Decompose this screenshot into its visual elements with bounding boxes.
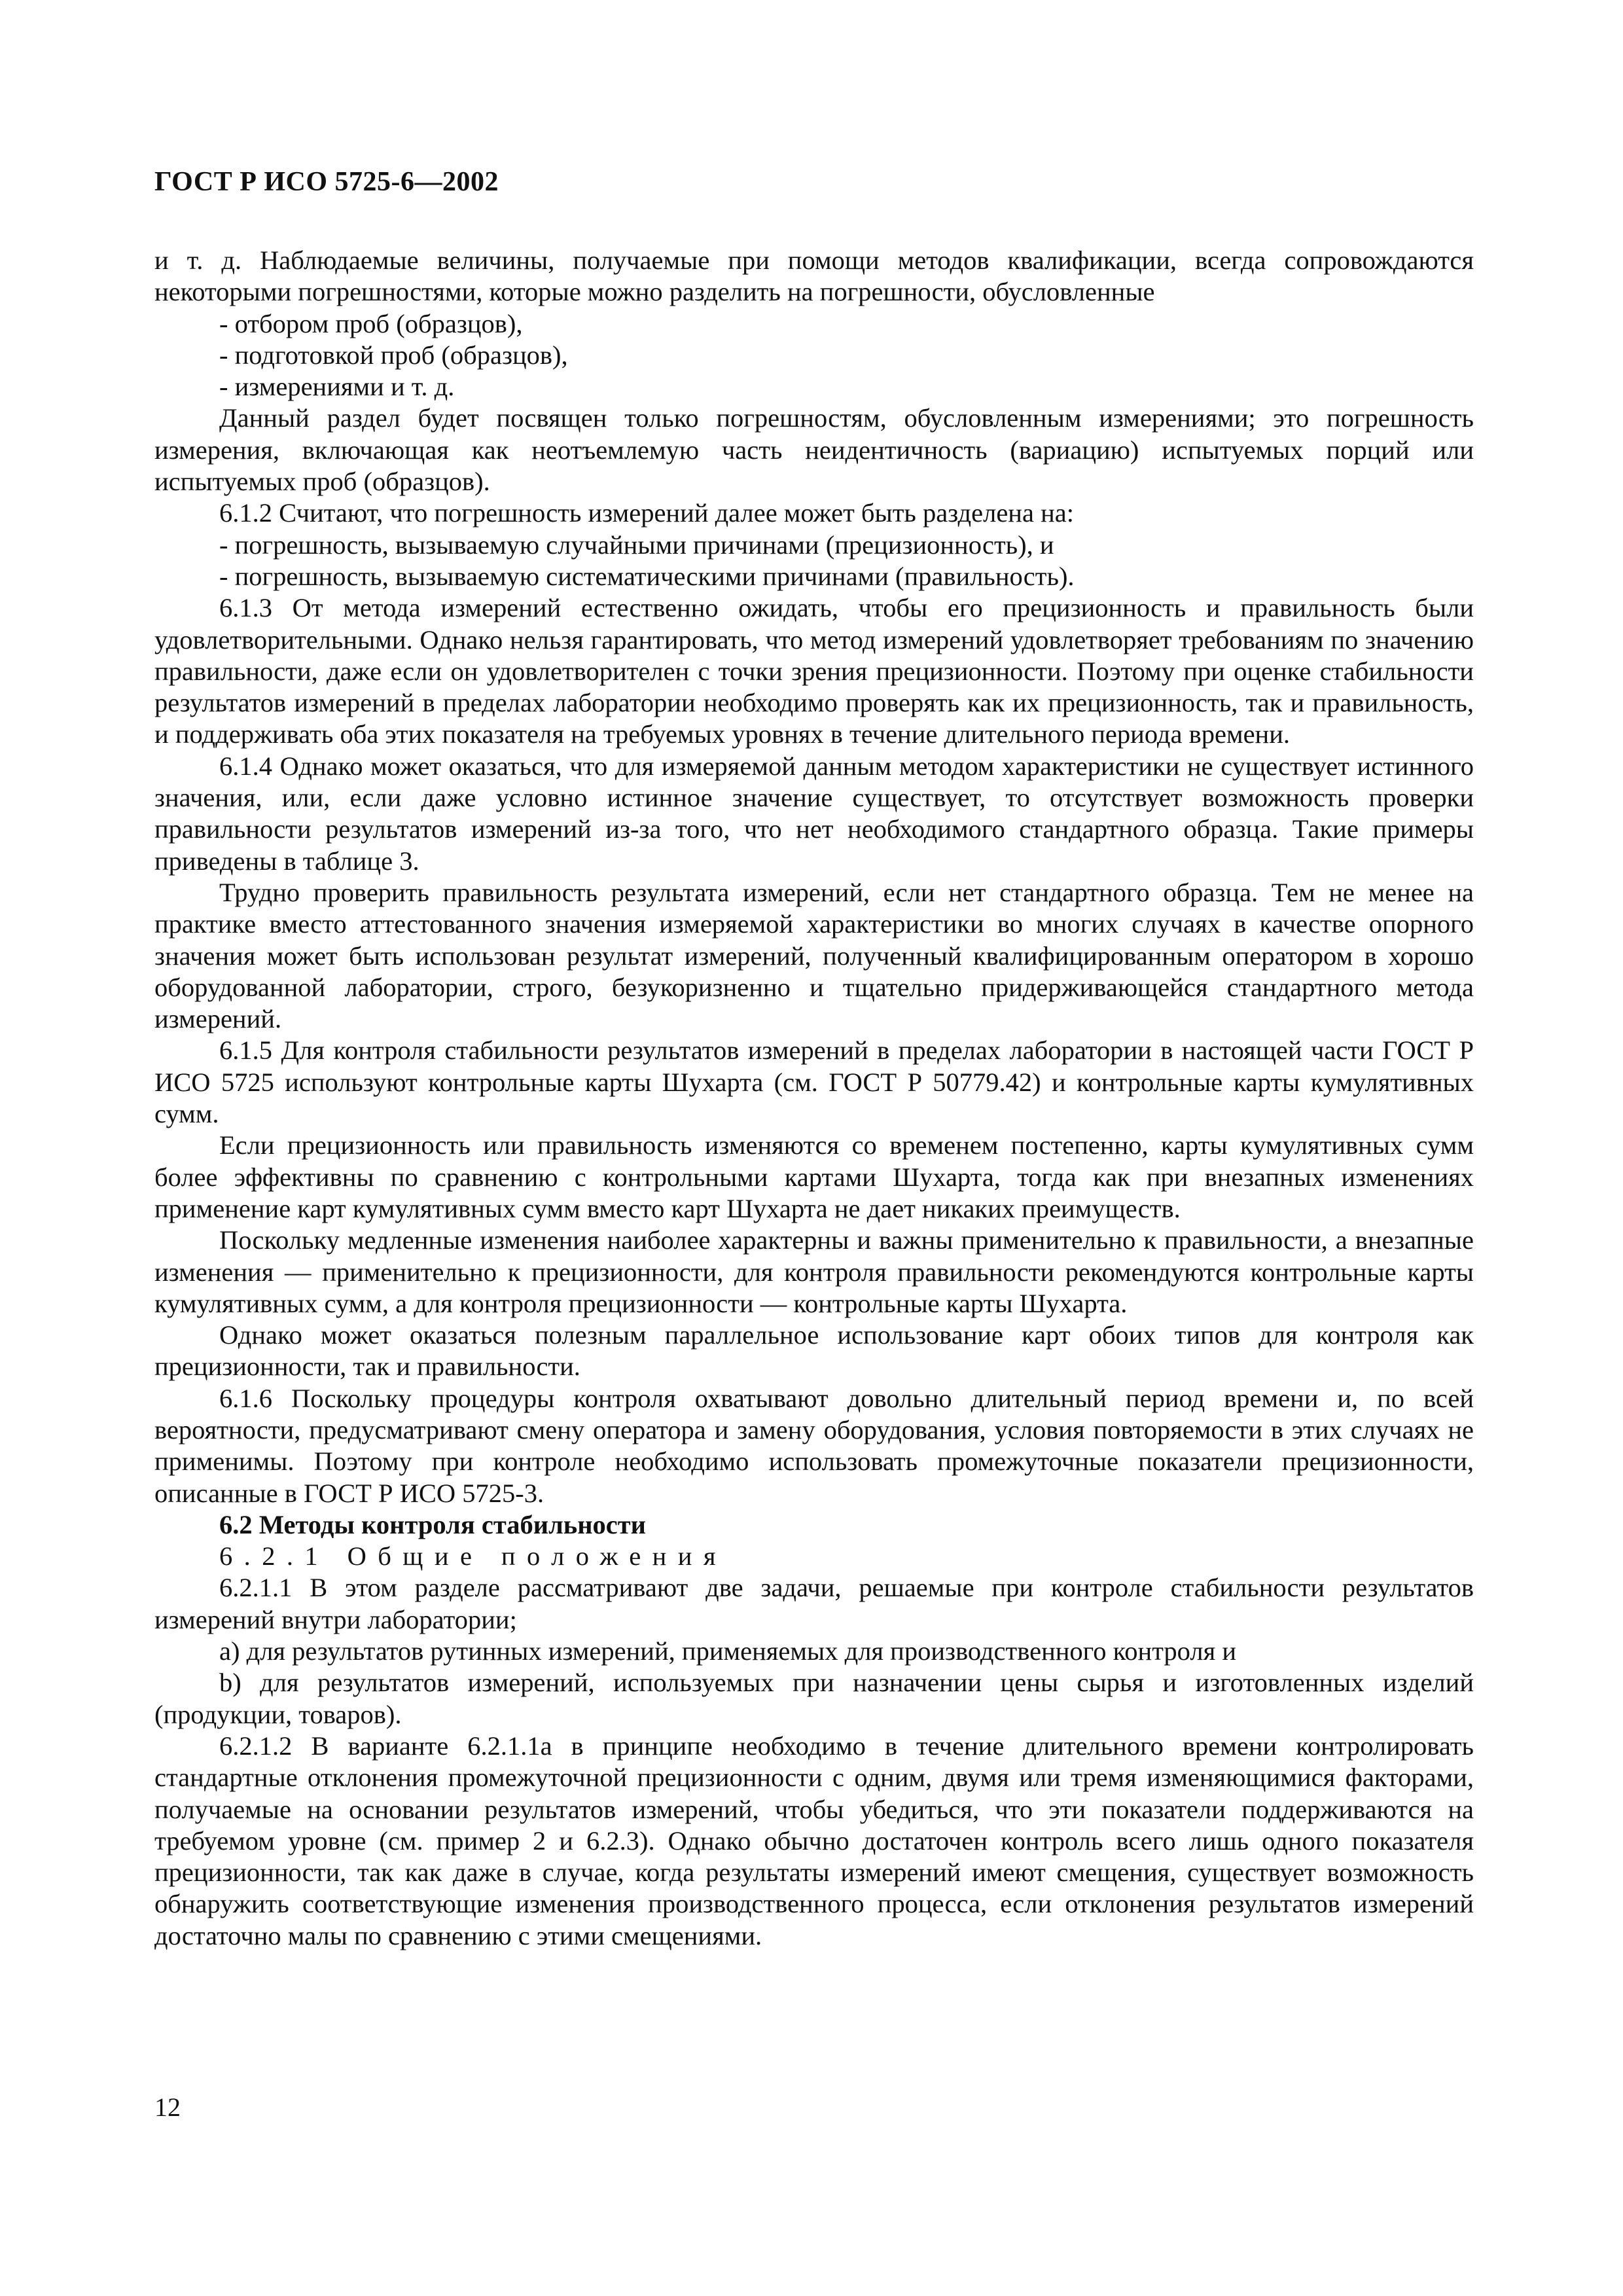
- section-heading-6-2: 6.2 Методы контроля стабильности: [219, 1509, 646, 1539]
- subsection-heading-6-2-1: 6.2.1 Общие положения: [219, 1541, 727, 1571]
- paragraph: Данный раздел будет посвящен только погрешностям, обусловленным измерениями; это погрешность измерения, включающая как неотъемлемую часть неидентичность (вариацию) испытуемых порций или испытуемых проб (образцов).: [154, 403, 1474, 497]
- paragraph-6-1-6: 6.1.6 Поскольку процедуры контроля охватывают довольно длительный период времени и, по всей вероятности, предусматривают смену оператора и замену оборудования, условия повторяемости в этих случаях не применимы. Поэтому при контроле необходимо использовать промежуточные показатели прецизионности, описанные в ГОСТ Р ИСО 5725-3.: [154, 1383, 1474, 1508]
- paragraph-6-1-2: 6.1.2 Считают, что погрешность измерений далее может быть разделена на:: [219, 498, 1074, 528]
- paragraph-6-2-1-2: 6.2.1.2 В варианте 6.2.1.1a в принципе необходимо в течение длительного времени контролировать стандартные отклонения промежуточной прецизионности с одним, двумя или тремя изменяющимися факторами, получаемые на основании результатов измерений, чтобы убедиться, что эти показатели поддерживаются на требуемом уровне (см. пример 2 и 6.2.3). Однако обычно достаточен контроль всего лишь одного показателя прецизионности, так как даже в случае, когда результаты измерений имеют смещения, существует возможность обнаружить соответствующие изменения производственного процесса, если отклонения результатов измерений достаточно малы по сравнению с этими смещениями.: [154, 1731, 1474, 1950]
- document-body: [154, 245, 1474, 1952]
- document-header: ГОСТ Р ИСО 5725-6—2002: [154, 167, 499, 197]
- paragraph-6-1-4: 6.1.4 Однако может оказаться, что для измеряемой данным методом характеристики не существует истинного значения, или, если даже условно истинное значение существует, то отсутствует возможность проверки правильности результатов измерений из-за того, что нет необходимого стандартного образца. Такие примеры приведены в таблице 3.: [154, 751, 1474, 876]
- list-item: - погрешность, вызываемую случайными причинами (прецизионность), и: [219, 529, 1054, 560]
- paragraph-6-1-3: 6.1.3 От метода измерений естественно ожидать, чтобы его прецизионность и правильность были удовлетворительными. Однако нельзя гарантировать, что метод измерений удовлетворяет требованиям по значению правильности, даже если он удовлетворителен с точки зрения прецизионности. Поэтому при оценке стабильности результатов измерений в пределах лаборатории необходимо проверять как их прецизионность, так и правильность, и поддерживать оба этих показателя на требуемых уровнях в течение длительного периода времени.: [154, 593, 1474, 749]
- list-item: b) для результатов измерений, используемых при назначении цены сырья и изготовленных изделий (продукции, товаров).: [154, 1668, 1474, 1729]
- list-item: - подготовкой проб (образцов),: [219, 340, 568, 370]
- list-item: - измерениями и т. д.: [219, 372, 455, 402]
- paragraph: Однако может оказаться полезным параллельное использование карт обоих типов для контроля как прецизионности, так и правильности.: [154, 1320, 1474, 1382]
- paragraph: Трудно проверить правильность результата измерений, если нет стандартного образца. Тем не менее на практике вместо аттестованного значения измеряемой характеристики во многих случаях в качестве опорного значения может быть использован результат измерений, полученный квалифицированным оператором в хорошо оборудованной лаборатории, строго, безукоризненно и тщательно придерживающейся стандартного метода измерений.: [154, 877, 1474, 1034]
- paragraph: Поскольку медленные изменения наиболее характерны и важны применительно к правильности, а внезапные изменения — применительно к прецизионности, для контроля правильности рекомендуются контрольные карты кумулятивных сумм, а для контроля прецизионности — контрольные карты Шухарта.: [154, 1225, 1474, 1318]
- list-item: a) для результатов рутинных измерений, применяемых для производственного контроля и: [219, 1636, 1236, 1666]
- paragraph-6-2-1-1: 6.2.1.1 В этом разделе рассматривают две задачи, решаемые при контроле стабильности результатов измерений внутри лаборатории;: [154, 1573, 1474, 1634]
- paragraph: Если прецизионность или правильность изменяются со временем постепенно, карты кумулятивных сумм более эффективны по сравнению с контрольными картами Шухарта, тогда как при внезапных изменениях применение карт кумулятивных сумм вместо карт Шухарта не дает никаких преимуществ.: [154, 1130, 1474, 1223]
- list-item: - отбором проб (образцов),: [219, 308, 523, 338]
- paragraph-continuation: и т. д. Наблюдаемые величины, получаемые при помощи методов квалификации, всегда сопровождаются некоторыми погрешностями, которые можно разделить на погрешности, обусловленные: [154, 245, 1474, 307]
- page-number: 12: [154, 2092, 181, 2122]
- list-item: - погрешность, вызываемую систематическими причинами (правильность).: [219, 561, 1075, 591]
- paragraph-6-1-5: 6.1.5 Для контроля стабильности результатов измерений в пределах лаборатории в настоящей части ГОСТ Р ИСО 5725 используют контрольные карты Шухарта (см. ГОСТ Р 50779.42) и контрольные карты кумулятивных сумм.: [154, 1035, 1474, 1129]
